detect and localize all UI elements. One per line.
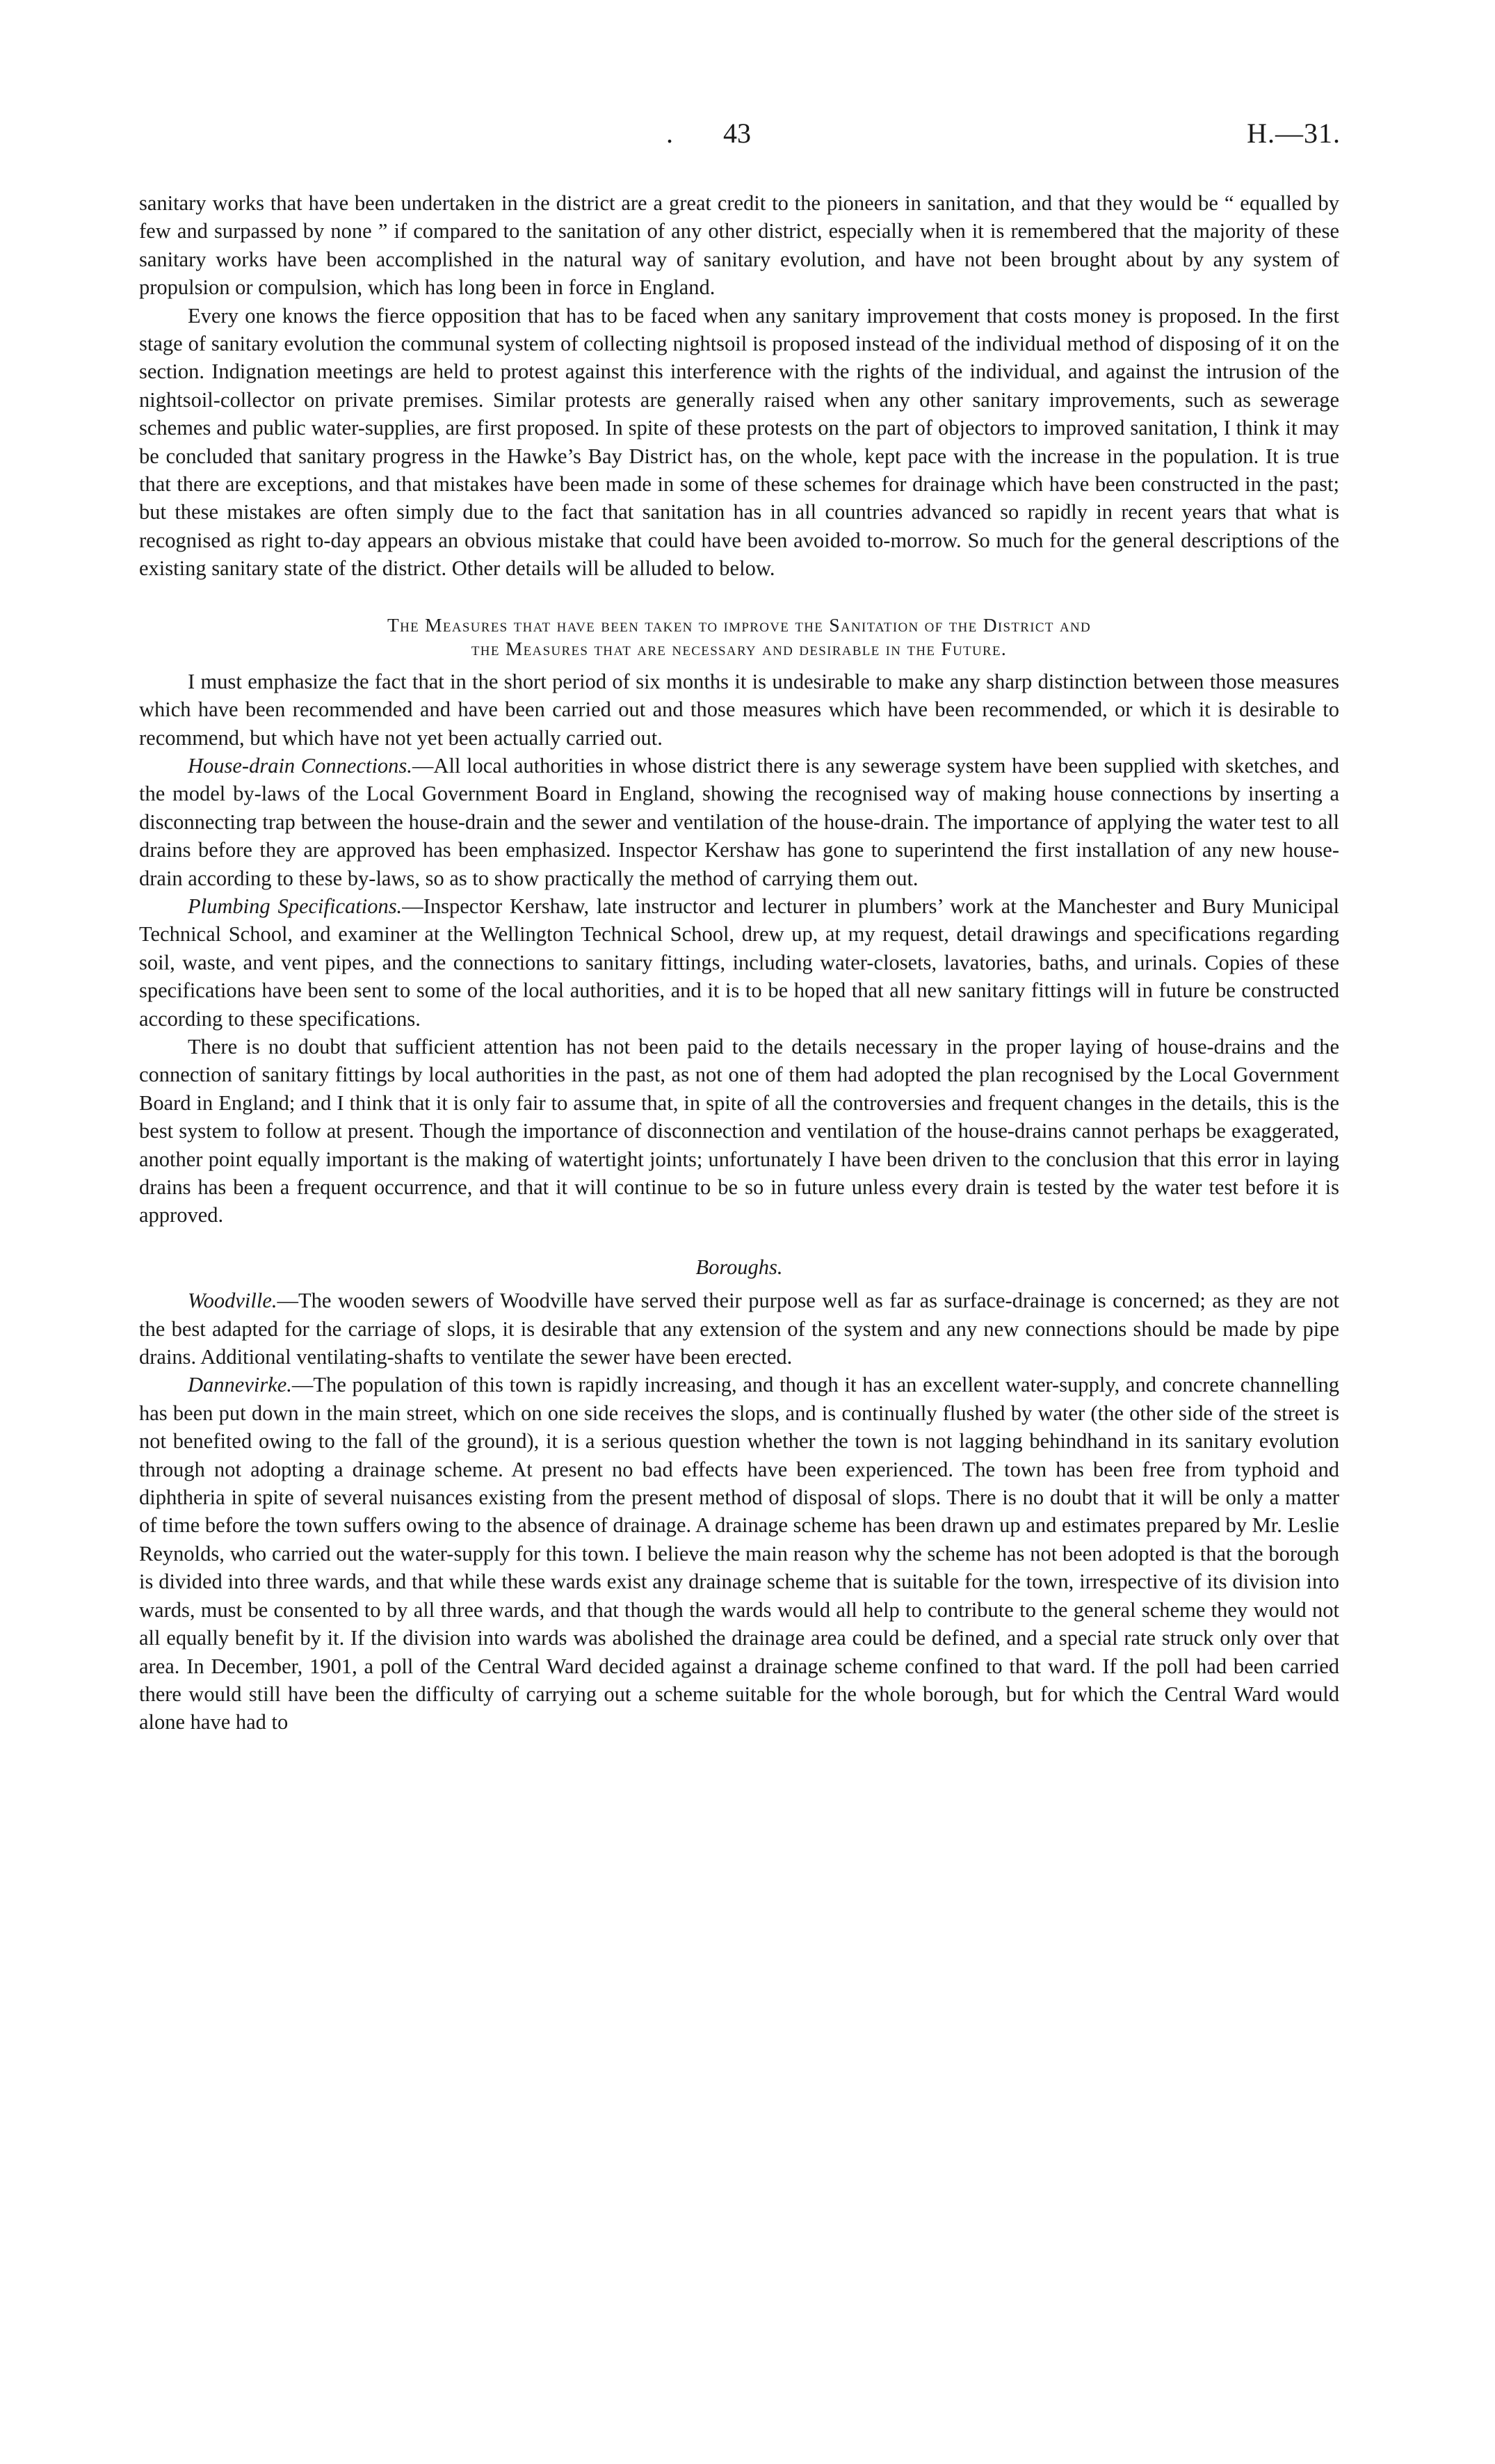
page-body bbox=[139, 189, 1339, 1737]
page-header bbox=[0, 117, 1495, 159]
section-heading-line-1: The Measures that have been taken to improve the Sanitation of the District and bbox=[387, 613, 1092, 636]
plumbing-paragraph bbox=[139, 892, 1339, 1033]
document-reference: H.—31. bbox=[1247, 118, 1341, 149]
intro-paragraph-opposition: Every one knows the fierce opposition that has to be faced when any sanitary improvement that costs money is proposed. In the first stage of sanitary evolution the communal system of collecting nightsoil is proposed instead of the individual method of disposing of it on the section. Indignation meetings are held to protest against this interference with the rights of the individual, and against the intrusion of the nightsoil-collector on private premises. Similar protests are generally raised when any other sanitary improvements, such as sewerage schemes and public water-supplies, are first proposed. In spite of these protests on the part of objectors to improved sanitation, I think it may be concluded that sanitary progress in the Hawke’s Bay District has, on the whole, kept pace with the increase in the population. It is true that there are exceptions, and that mistakes have been made in some of these schemes for drainage which have been constructed in the past; but these mistakes are often simply due to the fact that sanitation has in all countries advanced so rapidly in recent years that what is recognised as right to-day appears an obvious mistake that could have been avoided to-morrow. So much for the general descriptions of the existing sanitary state of the district. Other details will be alluded to below. bbox=[139, 303, 1339, 581]
intro-paragraph-continued: sanitary works that have been undertaken in the district are a great credit to the pioneers in sanitation, and that they would be “ equalled by few and surpassed by none ” if compared to the sanitation of any other district, especially when it is remembered that the majority of these sanitary works have been accomplished in the natural way of sanitary evolution, and have not been brought about by any system of propulsion or compulsion, which has long been in force in England. bbox=[139, 191, 1339, 300]
woodville-text: —The wooden sewers of Woodville have served their purpose well as far as surface-drainage is concerned; as they are not the best adapted for the carriage of slops, it is desirable that any extension of the system and any new connections should be made by pipe drains. Additional ventilating-shafts to ventilate the sewer have been erected. bbox=[139, 1289, 1339, 1369]
house-drain-paragraph bbox=[139, 752, 1339, 892]
plumbing-text: —Inspector Kershaw, late instructor and lecturer in plumbers’ work at the Manchester and Bury Municipal Technical School, and examiner at the Wellington Technical School, drew up, at my request, detail drawings and specifications regarding soil, waste, and vent pipes, and the connections to sanitary fittings, including water-closets, lavatories, baths, and urinals. Copies of these specifications have been sent to some of the local authorities, and it is to be hoped that all new sanitary fittings will in future be constructed according to these specifications. bbox=[139, 894, 1339, 1031]
dannevirke-paragraph bbox=[139, 1371, 1339, 1736]
woodville-paragraph bbox=[139, 1287, 1339, 1371]
plumbing-title: Plumbing Specifications. bbox=[188, 894, 403, 918]
house-drain-title: House-drain Connections. bbox=[188, 753, 412, 778]
woodville-title: Woodville. bbox=[188, 1289, 277, 1313]
house-drain-text: —All local authorities in whose district there is any sewerage system have been supplied with sketches, and the model by-laws of the Local Government Board in England, showing the recognised way of making house connections by inserting a disconnecting trap between the house-drain and the sewer and ventilation of the house-drain. The importance of applying the water test to all drains before they are approved has been emphasized. Inspector Kershaw has gone to superintend the first installation of any new house-drain according to these by-laws, so as to show practically the method of carrying them out. bbox=[139, 753, 1339, 890]
measures-paragraph: I must emphasize the fact that in the short period of six months it is undesirable to make any sharp distinction between those measures which have been recommended and have been carried out and those measures which have been recommended, or which it is desirable to recommend, but which have not yet been actually carried out. bbox=[139, 669, 1339, 750]
section-heading-line-2: the Measures that are necessary and desirable in the Future. bbox=[471, 637, 1008, 659]
attention-paragraph: There is no doubt that sufficient attention has not been paid to the details necessary in the proper laying of house-drains and the connection of sanitary fittings by local authorities in the past, as not one of them had adopted the plan recognised by the Local Government Board in England; and I think that it is only fair to assume that, in spite of all the controversies and frequent changes in the details, this is the best system to follow at present. Though the importance of disconnection and ventilation of the house-drains cannot perhaps be exaggerated, another point equally important is the making of watertight joints; unfortunately I have been driven to the conclusion that this error in laying drains has been a frequent occurrence, and that it will continue to be so in future unless every drain is tested by the water test before it is approved. bbox=[139, 1034, 1339, 1227]
boroughs-heading: Boroughs. bbox=[695, 1255, 783, 1279]
dannevirke-title: Dannevirke. bbox=[188, 1373, 292, 1397]
header-dot: . bbox=[666, 118, 673, 149]
page-number: 43 bbox=[723, 118, 751, 149]
section-heading bbox=[139, 613, 1339, 661]
dannevirke-text: —The population of this town is rapidly increasing, and though it has an excellent water-supply, and concrete channelling has been put down in the main street, which on one side receives the slops, and is continually flushed by water (the other side of the street is not benefited owing to the fall of the ground), it is a serious question whether the town is not lagging behindhand in its sanitary evolution through not adopting a drainage scheme. At present no bad effects have been experienced. The town has been free from typhoid and diphtheria in spite of several nuisances existing from the present method of disposal of slops. There is no doubt that it will be only a matter of time before the town suffers owing to the absence of drainage. A drainage scheme has been drawn up and estimates prepared by Mr. Leslie Reynolds, who carried out the water-supply for this town. I believe the main reason why the scheme has not been adopted is that the borough is divided into three wards, and that while these wards exist any drainage scheme that is suitable for the town, irrespective of its division into wards, must be consented to by all three wards, and that though the wards would all help to contribute to the general scheme they would not all equally benefit by it. If the division into wards was abolished the drainage area could be defined, and a special rate struck only over that area. In December, 1901, a poll of the Central Ward decided against a drainage scheme confined to that ward. If the poll had been carried there would still have been the difficulty of carrying out a scheme suitable for the whole borough, but for which the Central Ward would alone have had to bbox=[139, 1373, 1339, 1734]
